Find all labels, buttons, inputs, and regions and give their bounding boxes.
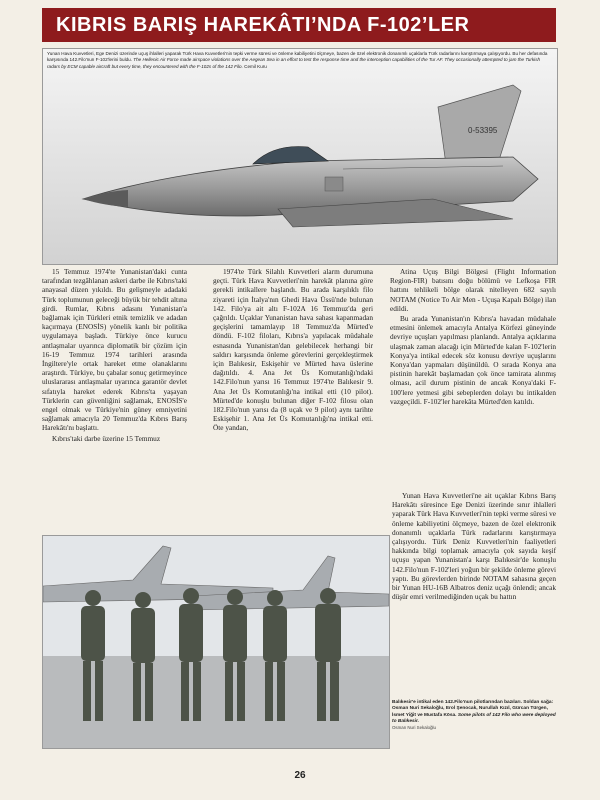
text-column-2: [213, 267, 373, 433]
f102-jet-illustration: [43, 49, 557, 264]
photo2-caption: [392, 700, 556, 732]
photo2-caption-tr: Balıkesir'e intikal eden 142.Filo'nun pilotlarından bazıları. Soldan sağa: Osman Nuri Sekaloğlu, Erol Şenocak, Nurullah Kızıl, Gürcan Türgen, İsmet Yiğit ve Mustafa Kösa.: [392, 700, 554, 718]
tail-number: 0-53395: [468, 126, 498, 135]
text-column-3: [390, 267, 556, 406]
photo1-caption-tr: Yunan Hava Kuvvetleri, Ege Denizi üzerinde uçuş ihlalleri yaparak Türk Hava Kuvvetleri'nin tepki verme süresi ve önleme kabiliyetini ölçmeye, bazen de özel elektronik donanımlı uçaklarla Türk radarlarını karıştırmaya çalışıyordu. Bu her defasında karşısında 142.Filo'nun F-102'lerini buldu.: [47, 51, 548, 63]
column1-paragraph-1: 15 Temmuz 1974'te Yunanistan'daki cunta tarafından tezgâhlanan askeri darbe ile Kıbrıs'taki anayasal düzen yıkıldı. Bu gelişmeyle adadaki Türk toplumunun geleceği büyük bir tehdit altına girdi. Rumlar, Kıbrıs adasını Yunanistan'a bağlamak için Türkleri etnik temizlik ve adadan kaçırmaya (ENOSİS) yönelik kanlı bir politika uygulamaya başladı. Türkiye önce kurucu antlaşmalar uyarınca diplomatik bir çözüm için 16-19 Temmuz 1974 tarihleri arasında İngiltere'yle ortak hareket etme olanaklarını araştırdı. Türkiye, bu çabalar sonuç getirmeyince uluslararası antlaşmalar uyarınca garantör devlet sıfatıyla hareket ederek Kıbrıs'ta yaşayan Türklerin can güvenliğini sağlamak, ENOSİS'e engel olmak ve Türkiye'nin güney emniyetini sağlamak amacıyla 20 Temmuz'da Kıbrıs Barış Harekâtı'nı başlattı.: [42, 267, 187, 433]
title-banner: [42, 8, 556, 42]
page-number: 26: [294, 770, 306, 781]
pilots-group-illustration: [43, 536, 389, 748]
photo2-credit: Osman Nuri Sekaloğlu: [392, 725, 436, 731]
column3-paragraph-1: Atina Uçuş Bilgi Bölgesi (Flight Information Region-FIR) batısını doğu bölümü ve Lefkoşa FIR hattını tehlikeli bölge olarak nitelleyen 682 sayılı NOTAM (Notice To Air Men - Uçuşa Kapalı Bölge) ilan edildi.: [390, 267, 556, 313]
text-column-3-continued: [392, 491, 556, 601]
text-column-1: [42, 267, 187, 443]
column1-paragraph-2: Kıbrıs'taki darbe üzerine 15 Temmuz: [52, 433, 161, 443]
photo1-credit: Cemil Kuru: [244, 63, 267, 69]
pilots-group-photo: [42, 535, 390, 749]
column3-paragraph-3: Yunan Hava Kuvvetleri'ne ait uçaklar Kıbrıs Barış Harekâtı süresince Ege Denizi üzerinde sınır ihlalleri yaparak Türk Hava Kuvvetleri'nin tepki verme süresi ve önleme kabiliyetini ölçmeye, bazen de özel elektronik donanımlı uçaklarla Türk radarlarını karıştırmaya çalışıyordu. Türk Deniz Kuvvetleri'nin faaliyetleri hakkında bilgi toplamak amacıyla çok sayıda keşif uçuşu yapan Yunanistan'a karşı Balıkesir'de konuşlu 142.Filo'nun F-102'leri yoğun bir şekilde önleme görevi yaptı. Bu görevlerden birinde NOTAM sahasına geçen bir Yunan HU-16B Albatros deniz uçağı önlendi; ancak düşür emri verilmediğinden uçak bu hattın: [392, 491, 556, 602]
column3-paragraph-2: Bu arada Yunanistan'ın Kıbrıs'a havadan müdahale etmesini önlemek amacıyla Antalya Körfezi güneyinde devriye uçuşları yapılması planlandı. Antalya açıklarına ulaşmak zaman alacağı için Mürted'de kalan F-102'lerin Konya'ya intikal edecek söz konusu devriye uçuşlarını Konya'dan yapmaları düşünüldü. O sırada Konya ana pistinin harekât başlamadan çok önce tamirata alınmış olması, acil durum pistinin de ancak Konya'daki F-100'lere yetmesi gibi sebeplerden dolayı bu intikalden vazgeçildi. F-102'ler harekâta Mürted'den katıldı.: [390, 314, 556, 406]
photo1-caption-en: The Hellenic Air Force made airspace violations over the Aegean Sea in an effort to test the response time and the interception capabilities of the Tur AF. They occasionally attempted to jam the Turkish radars by ECM capable aircraft but every time, they encountered with the F-102s of the 142 Filo.: [47, 57, 541, 69]
column2-paragraph-1: 1974'te Türk Silahlı Kuvvetleri alarm durumuna geçti. Türk Hava Kuvvetleri'nin harekât planına göre gerekli intikallere başlandı. Bu arada karşılıklı filo ziyareti için İtalya'nın Ghedi Hava Üssü'nde bulunan 142. Filo'ya ait altı F-102A 16 Temmuz'da geri çağrıldı. Uçaklar Yunanistan hava sahası kapanmadan geçişlerini tamamlayıp 18 Temmuz'da Mürted'e döndü. F-102 filoları, Kıbrıs'a yapılacak müdahale esnasında Yunanistan'dan gelebilecek herhangi bir saldırı karşısında önleme görevlerini gerçekleştirmek için Balıkesir, Eskişehir ve Mürted hava üslerine dağıtıldı. 4. Ana Jet Üs Komutanlığı'ndaki 142.Filo'nun yarısı 16 Temmuz 1974'te Balıkesir 9. Ana Jet Üs Komutanlığı'na intikal etti (10 pilot). Mürted'de konuşlu bulunan diğer F-102 filosu olan 182.Filo'nun yarısı da (8 uçak ve 9 pilot) aynı tarihte Eskişehir 1. Ana Jet Üs Komutanlığı'na intikal etti. Öte yandan,: [213, 267, 373, 433]
photo2-caption-en: Some pilots of 142 Filo who were deployed to Balıkesir.: [392, 712, 556, 724]
photo1-caption: [47, 51, 553, 70]
page-title: KIBRIS BARIŞ HAREKÂTI’NDA F-102’LER: [56, 14, 470, 36]
f102-in-flight-photo: [42, 48, 558, 265]
